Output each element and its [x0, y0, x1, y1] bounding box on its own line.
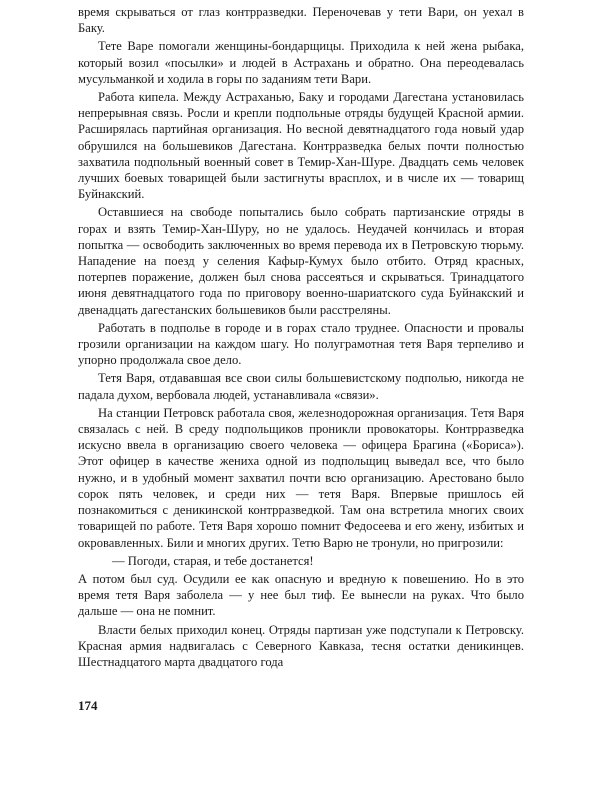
paragraph-10: Власти белых приходил конец. Отряды партизан уже подступали к Петровску. Красная армия надвигалась с Северного Кавказа, тесня остатки деникинцев. Шестнадцатого марта двадцатого года: [78, 622, 524, 669]
paragraph-1: время скрываться от глаз контрразведки. Переночевав у тети Вари, он уехал в Баку.: [78, 5, 524, 36]
paragraph-7: На станции Петровск работала своя, железнодорожная организация. Тетя Варя связалась с ней. В среду подпольщиков проникли провокаторы. Контрразведка искусно ввела в организацию своего человека — офицера Брагина («Бориса»). Этот офицер в качестве жениха одной из подпольщиц выведал все, что было нужно, и в удобный момент захватил почти всю организацию. Арестовано было сорок пять человек, и среди них — тетя Варя. Впервые пришлось ей познакомиться с деникинской контрразведкой. Там она встретила многих своих товарищей по работе. Тетя Варя хорошо помнит Федосеева и его жену, избитых и окровавленных. Били и многих других. Тетю Варю не тронули, но пригрозили:: [78, 405, 524, 550]
paragraph-9: А потом был суд. Осудили ее как опасную и вредную к повешению. Но в это время тетя Варя заболела — у нее был тиф. Ее вынесли на руках. Что было дальше — она не помнит.: [78, 571, 524, 619]
paragraph-4: Оставшиеся на свободе попытались было собрать партизанские отряды в горах и взять Темир-Хан-Шуру, но не удалось. Неудачей кончилась и вторая попытка — освободить заключенных во время перевода их в Петровскую тюрьму. Нападение на поезд у селения Кафыр-Кумух было отбито. Отряд красных, потерпев поражение, должен был снова рассеяться и скрываться. Тринадцатого июня девятнадцатого года по приговору военно-шариатского суда Буйнакский и двенадцать дагестанских большевиков были расстреляны.: [78, 205, 524, 317]
paragraph-5: Работать в подполье в городе и в горах стало труднее. Опасности и провалы грозили организации на каждом шагу. Но полуграмотная тетя Варя терпеливо и упорно продолжала свое дело.: [78, 320, 524, 368]
page-number: 174: [78, 698, 98, 713]
paragraph-2: Тете Варе помогали женщины-бондарщицы. Приходила к ней жена рыбака, который возил «посылки» и людей в Астрахань и обратно. Она переодевалась мусульманкой и ходила в горы по заданиям тети Вари.: [78, 39, 524, 86]
paragraph-3: Работа кипела. Между Астраханью, Баку и городами Дагестана установилась непрерывная связь. Росли и крепли подпольные отряды будущей Красной армии. Расширялась партийная организация. Но весной девятнадцатого года новый удар обрушился на большевиков Дагестана. Контрразведка белых почти полностью захватила подпольный военный совет в Темир-Хан-Шуре. Двадцать семь человек лучших боевых товарищей были застигнуты врасплох, и в числе их — товарищ Буйнакский.: [78, 90, 524, 202]
quote-line: — Погоди, старая, и тебе достанется!: [112, 553, 314, 568]
page-body: [78, 4, 524, 672]
paragraph-6: Тетя Варя, отдававшая все свои силы большевистскому подполью, никогда не падала духом, вербовала людей, устанавливала «связи».: [78, 371, 524, 402]
